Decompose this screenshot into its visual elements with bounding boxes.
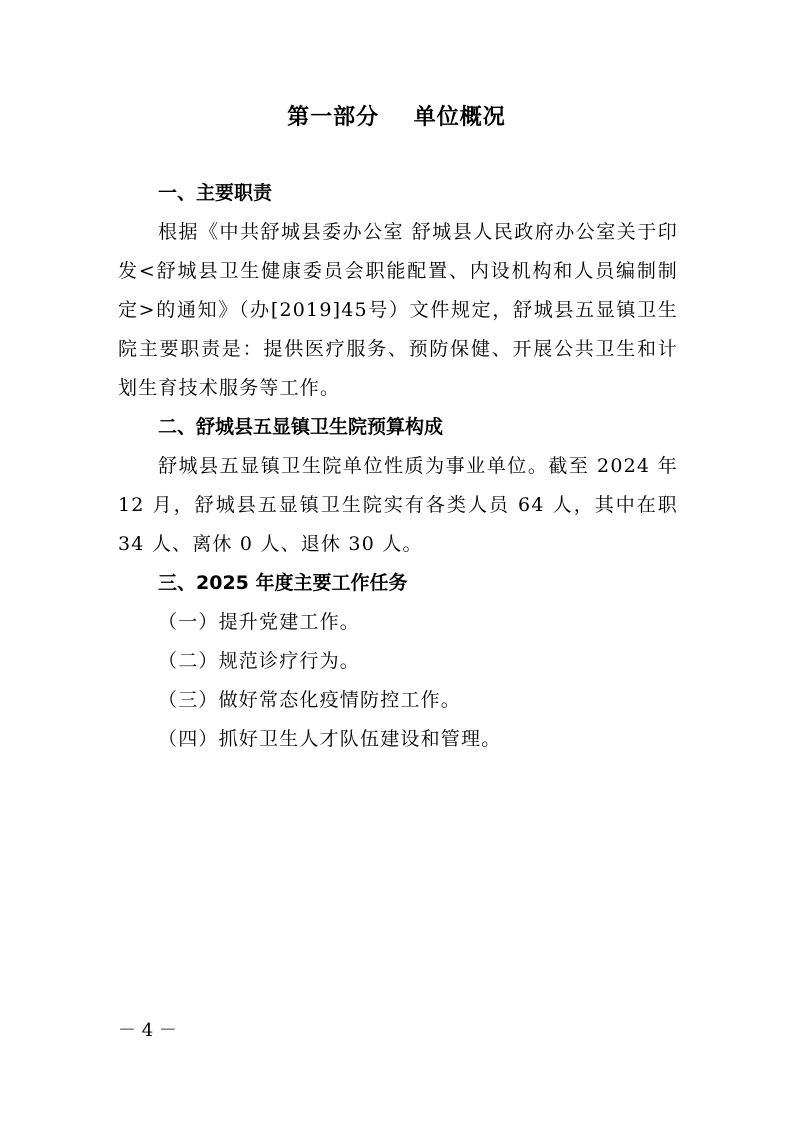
task-item: （二）规范诊疗行为。: [158, 650, 361, 672]
document-body: [118, 174, 678, 759]
page-number: － 4 －: [118, 1020, 177, 1041]
task-item: （四）抓好卫生人才队伍建设和管理。: [158, 728, 502, 750]
section-heading: 三、2025 年度主要工作任务: [158, 572, 408, 594]
section-paragraph: 根据《中共舒城县委办公室 舒城县人民政府办公室关于印发<舒城县卫生健康委员会职能配置、内设机构和人员编制制定>的通知》（办[2019]45号）文件规定，舒城县五显镇卫生院主要职责是：提供医疗服务、预防保健、开展公共卫生和计划生育技术服务等工作。: [118, 221, 678, 399]
section-work-tasks: [118, 564, 678, 759]
section-budget-composition: [118, 408, 678, 564]
page-title: 第一部分 单位概况: [287, 105, 506, 130]
section-paragraph: 舒城县五显镇卫生院单位性质为事业单位。截至 2024 年 12 月，舒城县五显镇卫生院实有各类人员 64 人，其中在职 34 人、离休 0 人、退休 30 人。: [118, 455, 678, 555]
section-heading: 一、主要职责: [158, 182, 273, 204]
section-main-duties: [118, 174, 678, 408]
task-item: （一）提升党建工作。: [158, 611, 361, 633]
task-item: （三）做好常态化疫情防控工作。: [158, 689, 462, 711]
section-heading: 二、舒城县五显镇卫生院预算构成: [158, 416, 444, 438]
